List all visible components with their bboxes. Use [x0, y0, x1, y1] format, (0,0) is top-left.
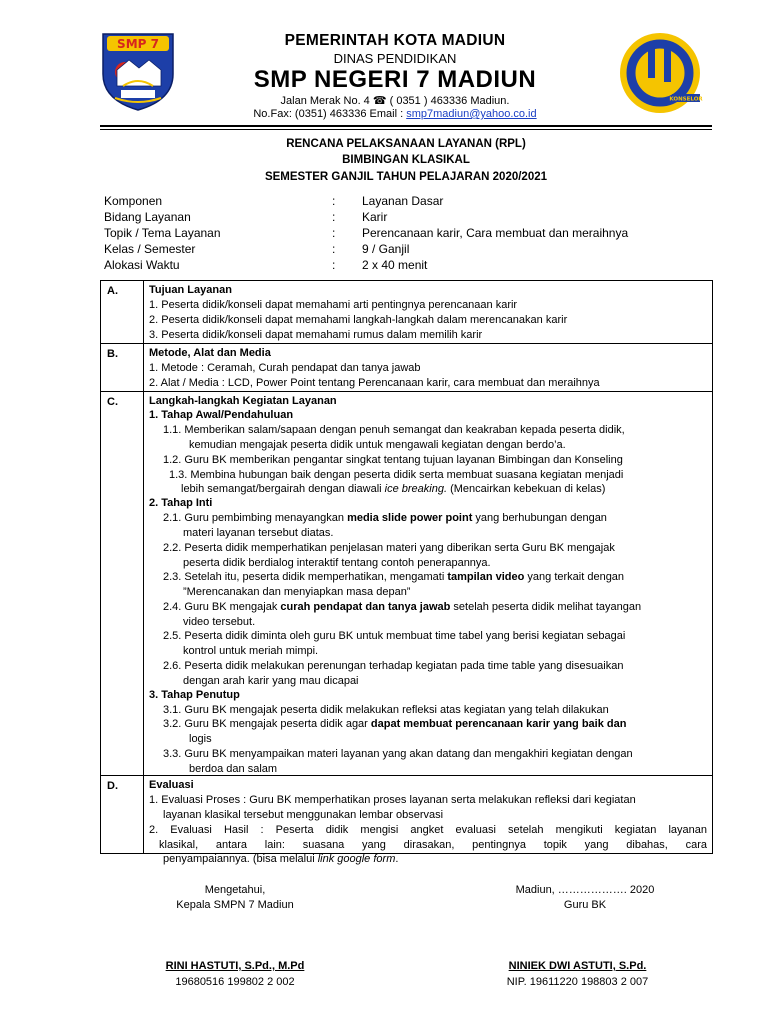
- counselor-id: NIP. 19611220 198803 2 007: [506, 976, 649, 988]
- email-link[interactable]: smp7madiun@yahoo.co.id: [406, 108, 537, 120]
- date-place: Madiun, ………………. 2020: [515, 884, 655, 896]
- method-item: 1. Metode : Ceramah, Curah pendapat dan tanya jawab: [149, 362, 421, 374]
- method-item: 2. Alat / Media : LCD, Power Point tentang Perencanaan karir, cara membuat dan meraihnya: [149, 377, 600, 389]
- row-divider: [101, 391, 712, 392]
- section-heading-b: Metode, Alat dan Media: [149, 347, 271, 359]
- step-line: 2.2. Peserta didik memperhatikan penjelasan materi yang diberikan serta Guru BK mengajak: [163, 542, 615, 554]
- info-colon: :: [332, 242, 336, 256]
- principal-id: 19680516 199802 2 002: [175, 976, 295, 988]
- logo-left-text: SMP 7: [117, 37, 159, 51]
- evaluation-line: 1. Evaluasi Proses : Guru BK memperhatikan proses layanan serta melakukan refleksi dari kegiatan: [149, 794, 636, 806]
- document-semester: SEMESTER GANJIL TAHUN PELAJARAN 2020/2021: [264, 171, 548, 183]
- department-name: DINAS PENDIDIKAN: [333, 51, 457, 66]
- row-divider: [101, 343, 712, 344]
- step-line: 1.3. Membina hubungan baik dengan peserta didik serta membuat suasana kegiatan menjadi: [169, 469, 624, 481]
- step-line: 1.2. Guru BK memberikan pengantar singkat tentang tujuan layanan Bimbingan dan Konseling: [163, 454, 623, 466]
- table-column-divider: [143, 281, 144, 853]
- step-line: 1.1. Memberikan salam/sapaan dengan penuh semangat dan keakraban kepada peserta didik,: [163, 424, 625, 436]
- counselor-emblem-icon: [616, 30, 704, 116]
- document-subtitle: BIMBINGAN KLASIKAL: [342, 154, 470, 166]
- principal-name: RINI HASTUTI, S.Pd., M.Pd: [165, 960, 305, 972]
- acknowledged-label: Mengetahui,: [204, 884, 266, 896]
- info-label: Kelas / Semester: [104, 242, 196, 256]
- evaluation-line: 2. Evaluasi Hasil : Peserta didik mengisi angket evaluasi setelah mengikuti kegiatan layanan: [149, 824, 707, 836]
- section-letter-a: A.: [107, 285, 118, 297]
- section-heading-d: Evaluasi: [149, 779, 194, 791]
- info-value: Perencanaan karir, Cara membuat dan meraihnya: [362, 226, 629, 240]
- info-value: 2 x 40 menit: [362, 258, 428, 272]
- objective-item: 2. Peserta didik/konseli dapat memahami langkah-langkah dalam merencanakan karir: [149, 314, 568, 326]
- evaluation-line: layanan klasikal tersebut menggunakan lembar observasi: [163, 809, 444, 821]
- info-label: Alokasi Waktu: [104, 258, 180, 272]
- letterhead-rule-thin: [100, 129, 712, 130]
- school-logo: [99, 30, 177, 112]
- step-line: 2.1. Guru pembimbing menayangkan media slide power point yang berhubungan dengan: [163, 512, 607, 524]
- info-value: Layanan Dasar: [362, 194, 444, 208]
- school-shield-icon: [99, 30, 177, 112]
- objective-item: 3. Peserta didik/konseli dapat memahami rumus dalam memilih karir: [149, 329, 483, 341]
- info-colon: :: [332, 194, 336, 208]
- step-line: lebih semangat/bergairah dengan diawali ice breaking. (Mencairkan kebekuan di kelas): [181, 483, 606, 495]
- government-name: PEMERINTAH KOTA MADIUN: [284, 32, 506, 49]
- step-line: kemudian mengajak peserta didik untuk mengawali kegiatan dengan berdo’a.: [189, 439, 566, 451]
- logo-right-text: KONSELOR: [669, 96, 703, 103]
- step-line: ”Merencanakan dan menyiapkan masa depan”: [183, 586, 411, 598]
- info-colon: :: [332, 210, 336, 224]
- step-line: 3.3. Guru BK menyampaikan materi layanan yang akan datang dan mengakhiri kegiatan dengan: [163, 748, 633, 760]
- school-address: Jalan Merak No. 4 ☎ ( 0351 ) 463336 Madiun.: [280, 95, 510, 107]
- step-line: 3.2. Guru BK mengajak peserta didik agar dapat membuat perencanaan karir yang baik dan: [163, 718, 627, 730]
- section-letter-b: B.: [107, 348, 118, 360]
- step-line: berdoa dan salam: [189, 763, 278, 775]
- stage-heading: 1. Tahap Awal/Pendahuluan: [149, 409, 294, 421]
- school-contact: [180, 108, 610, 120]
- evaluation-line: klasikal, antara lain: suasana yang dirasakan, pentingnya topik yang dibahas, cara: [159, 839, 707, 851]
- info-label: Topik / Tema Layanan: [104, 226, 221, 240]
- step-line: kontrol untuk meriah mimpi.: [183, 645, 319, 657]
- step-line: video tersebut.: [183, 616, 256, 628]
- counselor-name: NINIEK DWI ASTUTI, S.Pd.: [508, 960, 647, 972]
- step-line: 2.3. Setelah itu, peserta didik memperhatikan, mengamati tampilan video yang terkait dengan: [163, 571, 625, 583]
- section-heading-a: Tujuan Layanan: [149, 284, 232, 296]
- step-line: peserta didik berdialog interaktif tentang contoh penerapannya.: [183, 557, 491, 569]
- objective-item: 1. Peserta didik/konseli dapat memahami arti pentingnya perencanaan karir: [149, 299, 518, 311]
- stage-heading: 2. Tahap Inti: [149, 497, 213, 509]
- principal-title: Kepala SMPN 7 Madiun: [176, 899, 294, 911]
- step-line: 3.1. Guru BK mengajak peserta didik melakukan refleksi atas kegiatan yang telah dilakukan: [163, 704, 609, 716]
- document-title: RENCANA PELAKSANAAN LAYANAN (RPL): [286, 138, 526, 150]
- step-line: 2.4. Guru BK mengajak curah pendapat dan tanya jawab setelah peserta didik melihat tayangan: [163, 601, 642, 613]
- school-name: SMP NEGERI 7 MADIUN: [253, 66, 537, 93]
- plan-table: [100, 280, 713, 865]
- step-line: logis: [189, 733, 212, 745]
- info-colon: :: [332, 226, 336, 240]
- step-line: 2.5. Peserta didik diminta oleh guru BK untuk membuat time tabel yang berisi kegiatan sebagai: [163, 630, 626, 642]
- section-heading-c: Langkah-langkah Kegiatan Layanan: [149, 395, 337, 407]
- section-letter-c: C.: [107, 396, 118, 408]
- stage-heading: 3. Tahap Penutup: [149, 689, 240, 701]
- step-line: 2.6. Peserta didik melakukan perenungan terhadap kegiatan pada time table yang disesuaikan: [163, 660, 624, 672]
- info-colon: :: [332, 258, 336, 272]
- letterhead-rule-thick: [100, 125, 712, 127]
- section-letter-d: D.: [107, 780, 118, 792]
- fax-text: No.Fax: (0351) 463336 Email :: [253, 108, 407, 120]
- info-label: Bidang Layanan: [104, 210, 191, 224]
- step-line: dengan arah karir yang mau dicapai: [183, 675, 359, 687]
- counselor-logo: [616, 30, 704, 116]
- step-line: materi layanan tersebut diatas.: [183, 527, 334, 539]
- info-value: Karir: [362, 210, 388, 224]
- evaluation-line: penyampaiannya. (bisa melalui link google form.: [163, 853, 399, 865]
- info-label: Komponen: [104, 194, 163, 208]
- info-value: 9 / Ganjil: [362, 242, 410, 256]
- counselor-title: Guru BK: [563, 899, 607, 911]
